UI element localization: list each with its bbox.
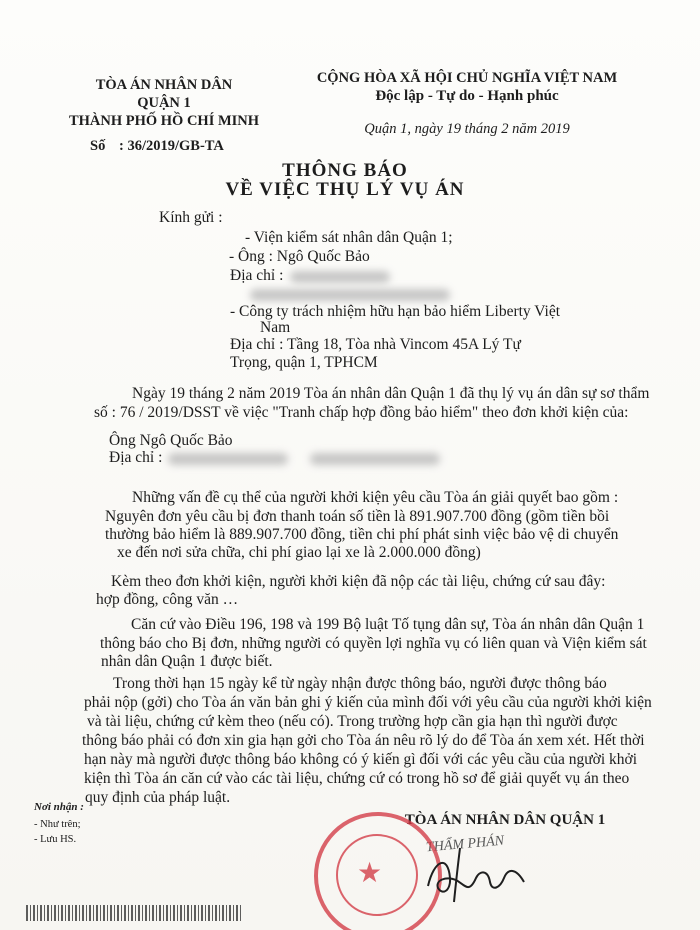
paragraph-4-line-1: Căn cứ vào Điều 196, 198 và 199 Bộ luật Tố tụng dân sự, Tòa án nhân dân Quận 1 <box>131 616 645 633</box>
recipient-company-address: Địa chỉ : Tầng 18, Tòa nhà Vincom 45A Lý Tự <box>230 336 521 353</box>
document-number: : 36/2019/GB-TA <box>119 138 224 154</box>
redacted-plaintiff-address-line2 <box>310 453 440 465</box>
salutation: Kính gửi : <box>159 209 223 226</box>
document-number-label: Số <box>90 138 106 154</box>
court-name: TÒA ÁN NHÂN DÂN <box>95 77 233 93</box>
plaintiff-name: Ông Ngô Quốc Bảo <box>109 432 233 449</box>
recipient-company-address-line2: Trọng, quận 1, TPHCM <box>230 354 378 371</box>
court-district: QUẬN 1 <box>137 95 191 111</box>
recipient-company-line2: Nam <box>260 319 291 336</box>
court-signature-title: TÒA ÁN NHÂN DÂN QUẬN 1 <box>404 812 606 828</box>
redacted-plaintiff-address <box>168 453 288 465</box>
redacted-address <box>290 271 390 283</box>
recipient-procuracy: - Viện kiểm sát nhân dân Quận 1; <box>245 229 453 246</box>
redacted-address-line <box>250 289 450 301</box>
paragraph-5-line-6: kiện thì Tòa án căn cứ vào các tài liệu, chứng cứ có trong hồ sơ để giải quyết vụ án theo <box>84 770 630 787</box>
paragraph-2-line-3: thường bảo hiểm là 889.907.700 đồng, tiền chi phí phát sinh việc bảo vệ di chuyển <box>105 526 619 543</box>
recipients-title: Nơi nhận : <box>34 801 84 813</box>
paragraph-1-line-1: Ngày 19 tháng 2 năm 2019 Tòa án nhân dân Quận 1 đã thụ lý vụ án dân sự sơ thẩm <box>132 385 650 402</box>
paragraph-4-line-3: nhân dân Quận 1 được biết. <box>101 653 273 670</box>
paragraph-4-line-2: thông báo cho Bị đơn, những người có quyền lợi nghĩa vụ có liên quan và Viện kiểm sát <box>100 635 647 652</box>
document-subtitle: VỀ VIỆC THỤ LÝ VỤ ÁN <box>225 179 465 200</box>
recipient-company: - Công ty trách nhiệm hữu hạn bảo hiểm Liberty Việt <box>230 303 561 320</box>
paragraph-2-line-4: xe đến nơi sửa chữa, chi phí giao lại xe là 2.000.000 đồng) <box>117 544 481 561</box>
judge-title: THẨM PHÁN <box>425 833 505 856</box>
court-city: THÀNH PHỐ HỒ CHÍ MINH <box>68 113 260 129</box>
paragraph-5-line-7: quy định của pháp luật. <box>85 789 231 806</box>
republic-name: CỘNG HÒA XÃ HỘI CHỦ NGHĨA VIỆT NAM <box>316 70 618 86</box>
recipients-item-1: - Như trên; <box>34 819 81 830</box>
paragraph-5-line-4: thông báo phải có đơn xin gia hạn gởi cho Tòa án nêu rõ lý do để Tòa án xem xét. Hết thời <box>82 732 645 749</box>
star-icon: ★ <box>357 858 383 889</box>
recipient-person-address-label: Địa chỉ : <box>230 267 284 284</box>
issue-date: Quận 1, ngày 19 tháng 2 năm 2019 <box>364 121 570 137</box>
recipient-person: - Ông : Ngô Quốc Bảo <box>229 248 370 265</box>
document-title: THÔNG BÁO <box>282 160 408 181</box>
paragraph-5-line-5: hạn này mà người được thông báo không có ý kiến gì đối với các yêu cầu của người khởi <box>84 751 638 768</box>
paragraph-2-line-2: Nguyên đơn yêu cầu bị đơn thanh toán số tiền là 891.907.700 đồng (gồm tiền bồi <box>105 508 610 525</box>
paragraph-1-line-2: số : 76 / 2019/DSST về việc "Tranh chấp hợp đồng bảo hiểm" theo đơn khởi kiện của: <box>94 404 629 421</box>
paragraph-5-line-2: phải nộp (gởi) cho Tòa án văn bản ghi ý kiến của mình đối với yêu cầu của người khởi kiện <box>84 694 652 711</box>
paragraph-5-line-3: và tài liệu, chứng cứ kèm theo (nếu có). Trong trường hợp cần gia hạn thì người được <box>87 713 618 730</box>
paragraph-3-line-2: hợp đồng, công văn … <box>96 591 239 608</box>
judge-signature <box>412 830 552 910</box>
motto: Độc lập - Tự do - Hạnh phúc <box>375 88 559 104</box>
paragraph-2-line-1: Những vấn đề cụ thể của người khởi kiện yêu cầu Tòa án giải quyết bao gồm : <box>132 489 619 506</box>
paragraph-3-line-1: Kèm theo đơn khởi kiện, người khởi kiện đã nộp các tài liệu, chứng cứ sau đây: <box>111 573 606 590</box>
barcode-icon <box>26 905 242 921</box>
paragraph-5-line-1: Trong thời hạn 15 ngày kể từ ngày nhận được thông báo, người được thông báo <box>113 675 607 692</box>
recipients-item-2: - Lưu HS. <box>34 834 77 845</box>
plaintiff-address-label: Địa chỉ : <box>109 449 163 466</box>
